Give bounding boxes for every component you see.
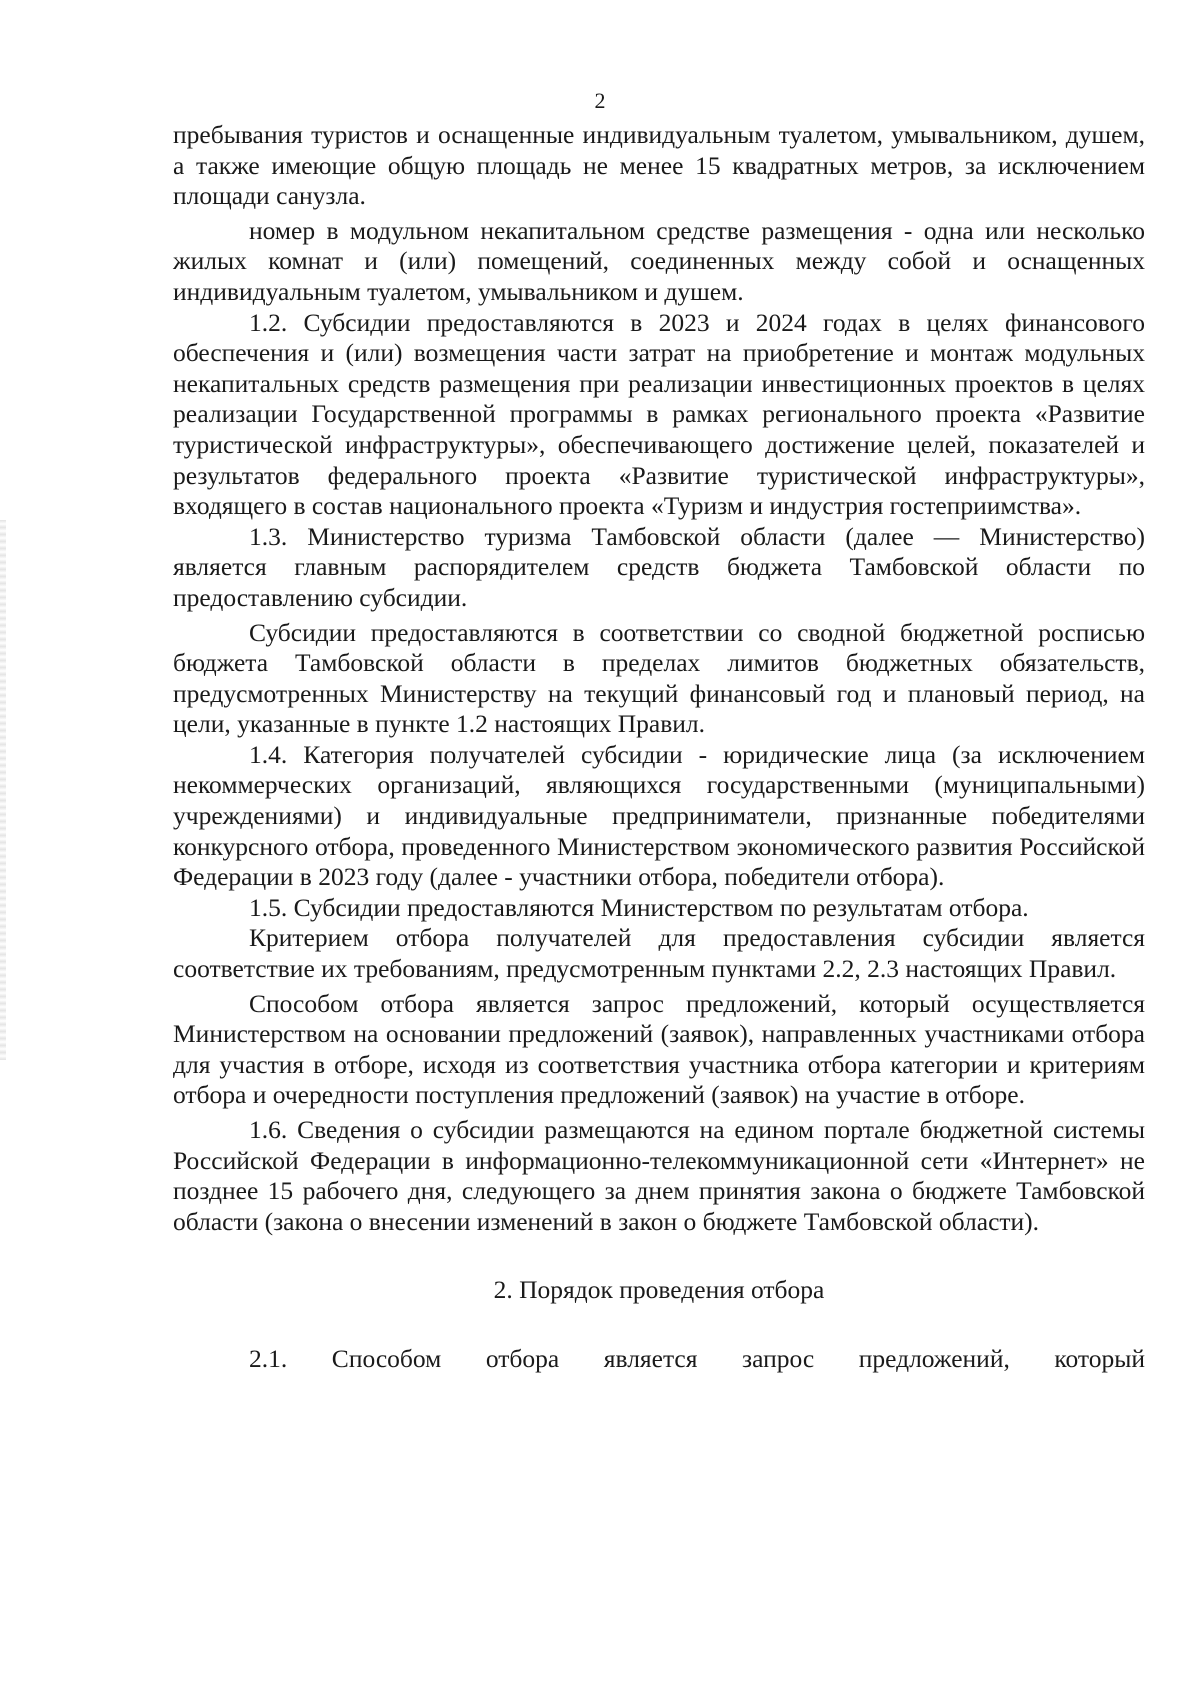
paragraph-1-6: 1.6. Сведения о субсидии размещаются на едином портале бюджетной системы Российской Федерации в информационно-телекоммуникационной сети «Интернет» не позднее 15 рабочего дня, следующего за днем принятия закона о бюджете Тамбовской области (закона о внесении изменений в закон о бюджете Тамбовской области). <box>173 1115 1145 1236</box>
paragraph-room-definition: номер в модульном некапитальном средстве размещения - одна или несколько жилых комнат и (или) помещений, соединенных между собой и оснащенных индивидуальным туалетом, умывальником и душем. <box>173 215 1145 306</box>
paragraph-1-3: 1.3. Министерство туризма Тамбовской области (далее — Министерство) является главным распорядителем средств бюджета Тамбовской области по предоставлению субсидии. <box>173 521 1145 612</box>
paragraph-selection-method: Способом отбора является запрос предложений, который осуществляется Министерством на основании предложений (заявок), направленных участниками отбора для участия в отборе, исходя из соответствия участника отбора категории и критериям отбора и очередности поступления предложений (заявок) на участие в отборе. <box>173 988 1145 1110</box>
paragraph-2-1: 2.1. Способом отбора является запрос предложений, который <box>249 1343 1145 1373</box>
page-number: 2 <box>594 88 606 113</box>
scan-edge-artifact <box>0 520 6 1060</box>
paragraph-1-2: 1.2. Субсидии предоставляются в 2023 и 2024 годах в целях финансового обеспечения и (или) возмещения части затрат на приобретение и монтаж модульных некапитальных средств размещения при реализации инвестиционных проектов в целях реализации Государственной программы в рамках регионального проекта «Развитие туристической инфраструктуры», обеспечивающего достижение целей, показателей и результатов федерального проекта «Развитие туристической инфраструктуры», входящего в состав национального проекта «Туризм и индустрия гостеприимства». <box>173 307 1145 521</box>
paragraph-subsidies-budget: Субсидии предоставляются в соответствии со сводной бюджетной росписью бюджета Тамбовской области в пределах лимитов бюджетных обязательств, предусмотренных Министерству на текущий финансовый год и плановый период, на цели, указанные в пункте 1.2 настоящих Правил. <box>173 617 1145 739</box>
paragraph-1-5: 1.5. Субсидии предоставляются Министерством по результатам отбора. <box>249 892 1029 922</box>
paragraph-continuation: пребывания туристов и оснащенные индивидуальным туалетом, умывальником, душем, а также имеющие общую площадь не менее 15 квадратных метров, за исключением площади санузла. <box>173 120 1145 211</box>
document-body <box>173 120 1145 1375</box>
paragraph-selection-criterion: Критерием отбора получателей для предоставления субсидии является соответствие их требованиям, предусмотренным пунктами 2.2, 2.3 настоящих Правил. <box>173 923 1145 984</box>
paragraph-1-4: 1.4. Категория получателей субсидии - юридические лица (за исключением некоммерческих организаций, являющихся государственными (муниципальными) учреждениями) и индивидуальные предприниматели, признанные победителями конкурсного отбора, проведенного Министерством экономического развития Российской Федерации в 2023 году (далее - участники отбора, победители отбора). <box>173 739 1145 892</box>
section-title: 2. Порядок проведения отбора <box>493 1275 825 1305</box>
